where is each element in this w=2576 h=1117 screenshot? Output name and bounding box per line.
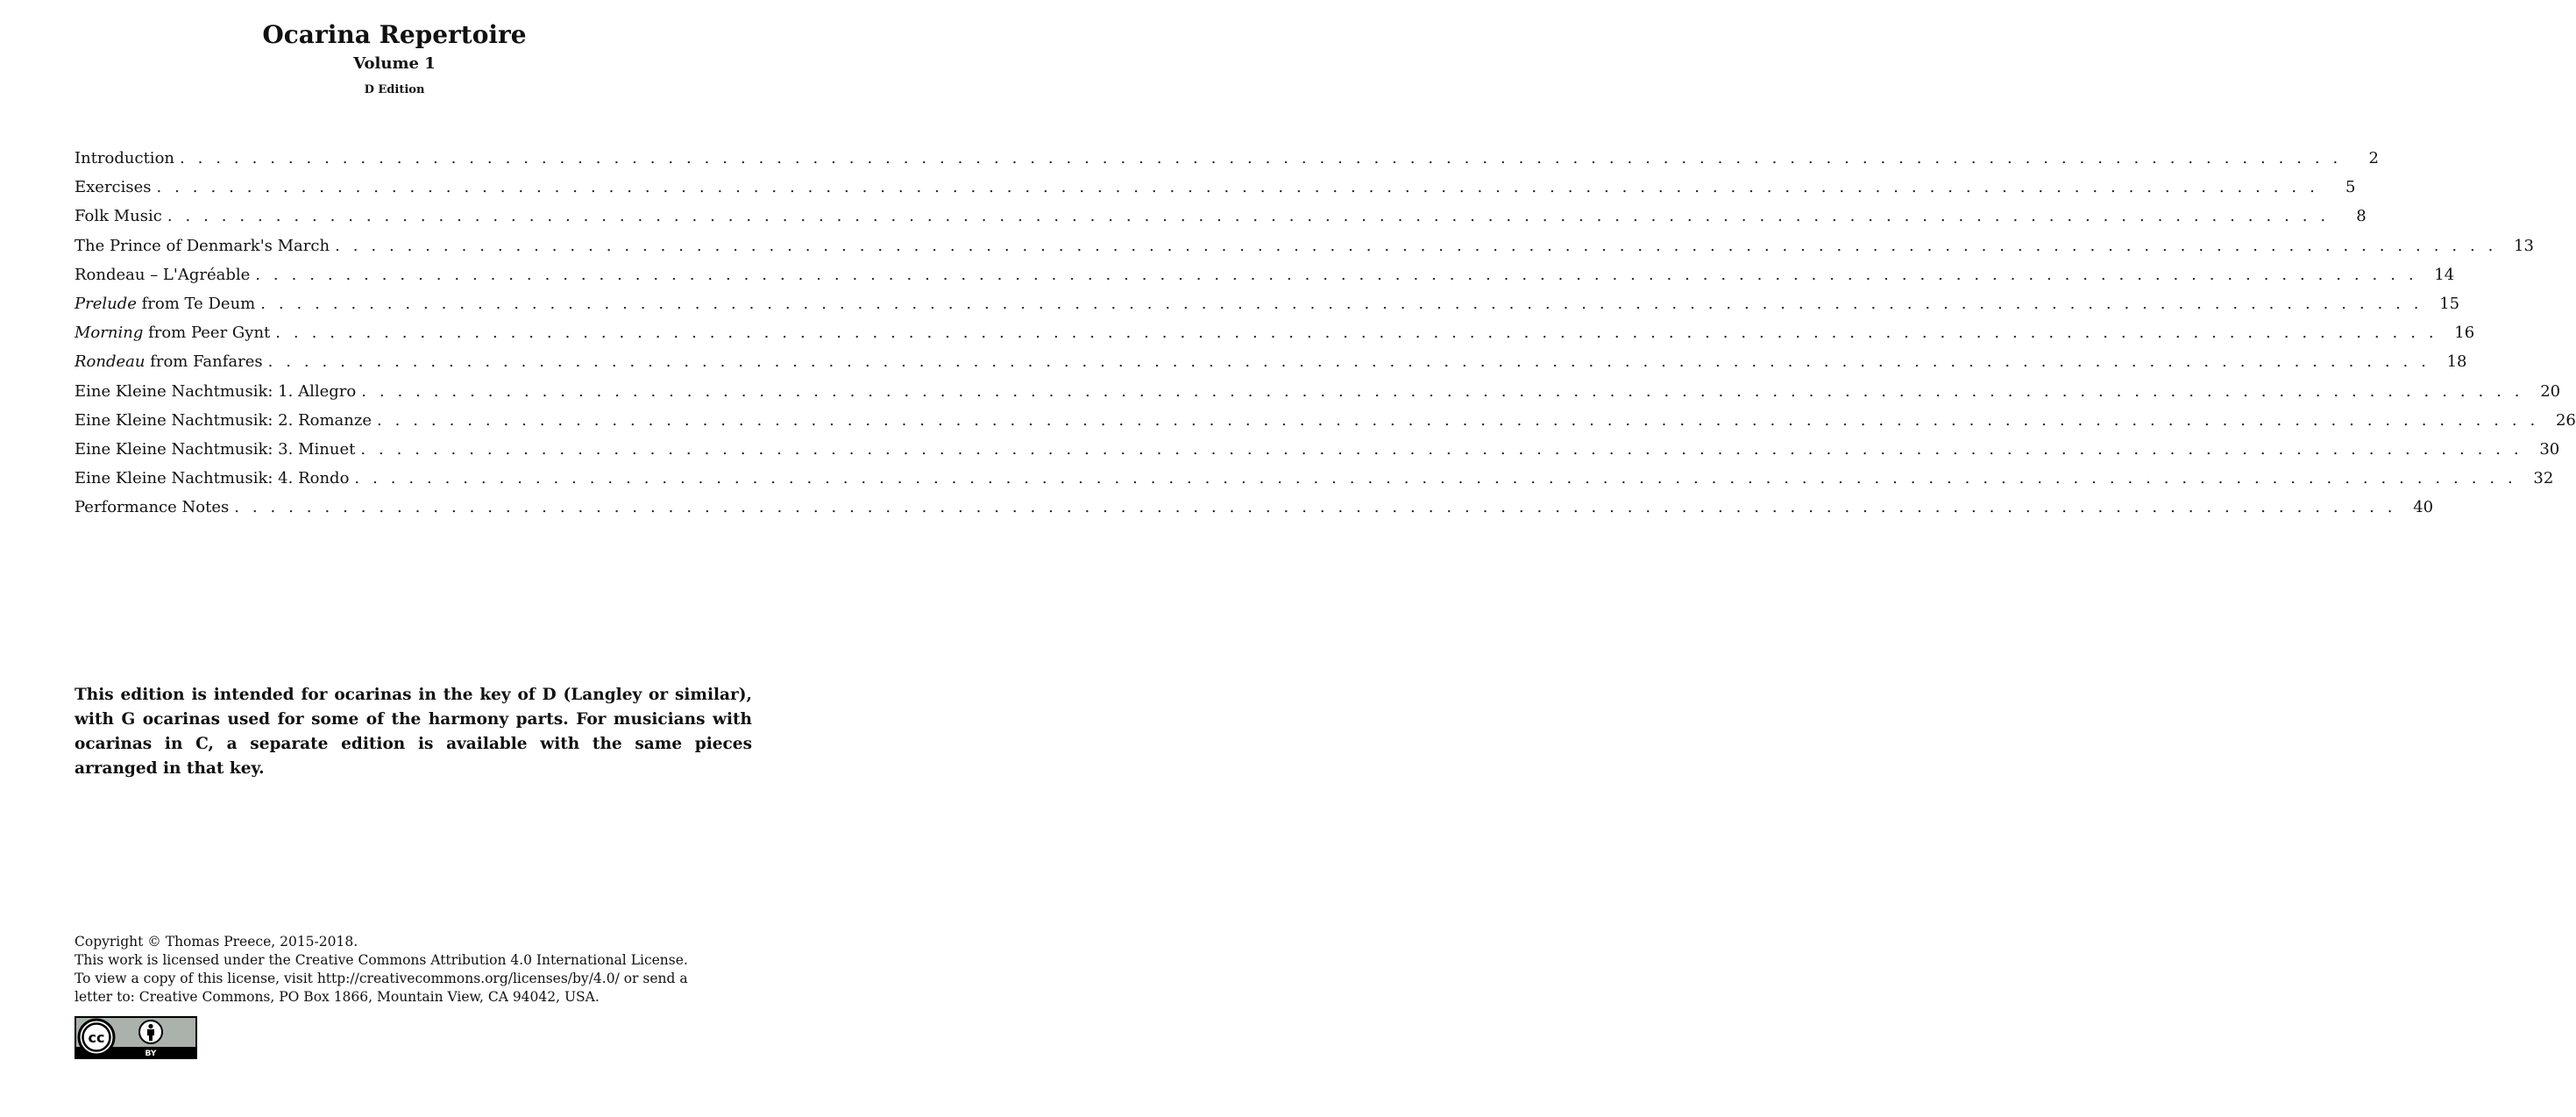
toc-dot-leader: . . . . . . . . . . . . . . . . . . . . . . . . . . . . . . . . . . . . . . . . . . . . . . . . . . . . . . . . . . . . . . . . . . . . . . . . . . . . . . . . . . . . . . . . . . . . . . . . . . . . . . . . . . . . . . . . . . . . . . . .: [255, 265, 2418, 284]
toc-page-number: 15: [2439, 294, 2460, 313]
toc-page-number: 2: [2368, 149, 2379, 167]
toc-page-number: 32: [2533, 469, 2554, 488]
cc-text: cc: [88, 1029, 105, 1046]
toc-page-number: 8: [2356, 207, 2367, 226]
toc-entry-title-text: Exercises: [75, 178, 152, 197]
toc-entry-title-text: Performance Notes: [75, 498, 230, 517]
toc-entry-title-italic: Morning: [75, 324, 144, 343]
toc-entry[interactable]: [75, 205, 2367, 234]
toc-entry-title-text: from Te Deum: [136, 294, 256, 313]
toc-entry[interactable]: [75, 176, 2356, 205]
toc-entry-title-text: Introduction: [75, 149, 174, 167]
toc-entry-title-text: The Prince of Denmark's March: [75, 236, 330, 255]
toc-entry-title: [75, 438, 360, 461]
toc-page-number: 40: [2413, 498, 2434, 517]
toc-page-number: 30: [2539, 439, 2560, 459]
toc-entry[interactable]: [75, 438, 2560, 467]
toc-dot-leader: . . . . . . . . . . . . . . . . . . . . . . . . . . . . . . . . . . . . . . . . . . . . . . . . . . . . . . . . . . . . . . . . . . . . . . . . . . . . . . . . . . . . . . . . . . . . . . . . . . . . . . . . . . . . . . . . . . . . . . . .: [156, 178, 2319, 197]
toc-entry-title: [75, 351, 268, 374]
toc-entry-title: [75, 176, 157, 199]
toc-entry[interactable]: [75, 496, 2434, 525]
toc-dot-leader: . . . . . . . . . . . . . . . . . . . . . . . . . . . . . . . . . . . . . . . . . . . . . . . . . . . . . . . . . . . . . . . . . . . . . . . . . . . . . . . . . . . . . . . . . . . . . . . . . . . . . . . . . . . . . . . . . . . . . . . .: [361, 381, 2524, 401]
toc-page-number: 5: [2345, 178, 2356, 197]
toc-dot-leader: . . . . . . . . . . . . . . . . . . . . . . . . . . . . . . . . . . . . . . . . . . . . . . . . . . . . . . . . . . . . . . . . . . . . . . . . . . . . . . . . . . . . . . . . . . . . . . . . . . . . . . . . . . . . . . . . . . . . . . . .: [180, 149, 2342, 167]
toc-entry-title: [75, 235, 335, 258]
toc-entry-title-text: Eine Kleine Nachtmusik: 4. Rondo: [75, 469, 350, 488]
cc-by-license-icon[interactable]: [75, 1016, 197, 1059]
by-text: BY: [145, 1049, 157, 1058]
toc-entry-title: [75, 205, 167, 228]
toc-entry-title: [75, 147, 180, 170]
page-title: Ocarina Repertoire: [262, 20, 527, 49]
toc-entry-title-italic: Prelude: [75, 294, 137, 313]
toc-page-number: 26: [2555, 410, 2576, 430]
edition-note: This edition is intended for ocarinas in the key of D (Langley or similar), with G ocarinas used for some of the harmony parts. For musicians with ocarinas in C, a separate edition is available with the same pieces arranged in that key.: [75, 686, 752, 778]
toc-entry-title-text: Eine Kleine Nachtmusik: 1. Allegro: [75, 381, 357, 401]
toc-page-number: 14: [2434, 265, 2455, 284]
toc-dot-leader: . . . . . . . . . . . . . . . . . . . . . . . . . . . . . . . . . . . . . . . . . . . . . . . . . . . . . . . . . . . . . . . . . . . . . . . . . . . . . . . . . . . . . . . . . . . . . . . . . . . . . . . . . . . . . . . . . . . . . . . .: [267, 352, 2431, 372]
toc-entry[interactable]: [75, 264, 2455, 293]
toc-entry[interactable]: [75, 467, 2554, 496]
toc-entry-title-text: Folk Music: [75, 207, 162, 226]
toc-page-number: 16: [2454, 324, 2475, 343]
toc-dot-leader: . . . . . . . . . . . . . . . . . . . . . . . . . . . . . . . . . . . . . . . . . . . . . . . . . . . . . . . . . . . . . . . . . . . . . . . . . . . . . . . . . . . . . . . . . . . . . . . . . . . . . . . . . . . . . . . . . . . . . . . .: [377, 410, 2539, 430]
toc-dot-leader: . . . . . . . . . . . . . . . . . . . . . . . . . . . . . . . . . . . . . . . . . . . . . . . . . . . . . . . . . . . . . . . . . . . . . . . . . . . . . . . . . . . . . . . . . . . . . . . . . . . . . . . . . . . . . . . . . . . . . . . .: [260, 294, 2423, 313]
license-address-line: letter to: Creative Commons, PO Box 1866, Mountain View, CA 94042, USA.: [75, 989, 600, 1005]
toc-dot-leader: . . . . . . . . . . . . . . . . . . . . . . . . . . . . . . . . . . . . . . . . . . . . . . . . . . . . . . . . . . . . . . . . . . . . . . . . . . . . . . . . . . . . . . . . . . . . . . . . . . . . . . . . . . . . . . . . . . . . . . . .: [360, 439, 2523, 459]
toc-entry-title-text: Rondeau – L'Agréable: [75, 265, 251, 284]
table-of-contents: [75, 147, 2576, 525]
toc-page-number: 20: [2540, 381, 2561, 401]
toc-dot-leader: . . . . . . . . . . . . . . . . . . . . . . . . . . . . . . . . . . . . . . . . . . . . . . . . . . . . . . . . . . . . . . . . . . . . . . . . . . . . . . . . . . . . . . . . . . . . . . . . . . . . . . . . . . . . . . . . . . . . . . . .: [354, 469, 2517, 488]
toc-entry-title: [75, 409, 377, 432]
toc-entry[interactable]: [75, 351, 2467, 380]
toc-entry-title: [75, 293, 260, 316]
toc-page-number: 18: [2446, 352, 2467, 372]
toc-dot-leader: . . . . . . . . . . . . . . . . . . . . . . . . . . . . . . . . . . . . . . . . . . . . . . . . . . . . . . . . . . . . . . . . . . . . . . . . . . . . . . . . . . . . . . . . . . . . . . . . . . . . . . . . . . . . . . . . . . . . . . . .: [335, 236, 2497, 255]
license-url-line: To view a copy of this license, visit http://creativecommons.org/licenses/by/4.0/ or send a: [75, 971, 688, 986]
license-line: This work is licensed under the Creative Commons Attribution 4.0 International License.: [75, 952, 688, 968]
toc-dot-leader: . . . . . . . . . . . . . . . . . . . . . . . . . . . . . . . . . . . . . . . . . . . . . . . . . . . . . . . . . . . . . . . . . . . . . . . . . . . . . . . . . . . . . . . . . . . . . . . . . . . . . . . . . . . . . . . . . . . . . . . .: [234, 498, 2397, 517]
toc-dot-leader: . . . . . . . . . . . . . . . . . . . . . . . . . . . . . . . . . . . . . . . . . . . . . . . . . . . . . . . . . . . . . . . . . . . . . . . . . . . . . . . . . . . . . . . . . . . . . . . . . . . . . . . . . . . . . . . . . . . . . . . .: [167, 207, 2330, 226]
toc-entry[interactable]: [75, 293, 2460, 322]
toc-entry[interactable]: [75, 322, 2475, 351]
toc-entry-title-text: from Fanfares: [145, 352, 263, 372]
toc-entry-title-italic: Rondeau: [75, 352, 145, 372]
toc-page-number: 13: [2514, 236, 2534, 255]
copyright-block: [75, 933, 741, 1007]
toc-entry[interactable]: [75, 235, 2534, 264]
toc-dot-leader: . . . . . . . . . . . . . . . . . . . . . . . . . . . . . . . . . . . . . . . . . . . . . . . . . . . . . . . . . . . . . . . . . . . . . . . . . . . . . . . . . . . . . . . . . . . . . . . . . . . . . . . . . . . . . . . . . . . . . . . .: [275, 324, 2438, 343]
toc-entry-title: [75, 264, 255, 287]
toc-entry[interactable]: [75, 409, 2576, 438]
copyright-line: Copyright © Thomas Preece, 2015-2018.: [75, 934, 358, 950]
edition-label: D Edition: [364, 83, 425, 96]
toc-entry-title: [75, 467, 354, 490]
toc-entry[interactable]: [75, 381, 2561, 409]
toc-entry-title-text: from Peer Gynt: [143, 324, 271, 343]
toc-entry-title: [75, 496, 234, 519]
toc-entry-title: [75, 381, 361, 403]
toc-entry-title-text: Eine Kleine Nachtmusik: 2. Romanze: [75, 410, 372, 430]
toc-entry-title-text: Eine Kleine Nachtmusik: 3. Minuet: [75, 439, 356, 459]
volume-subtitle: Volume 1: [353, 54, 436, 73]
toc-entry[interactable]: [75, 147, 2379, 176]
toc-entry-title: [75, 322, 275, 345]
